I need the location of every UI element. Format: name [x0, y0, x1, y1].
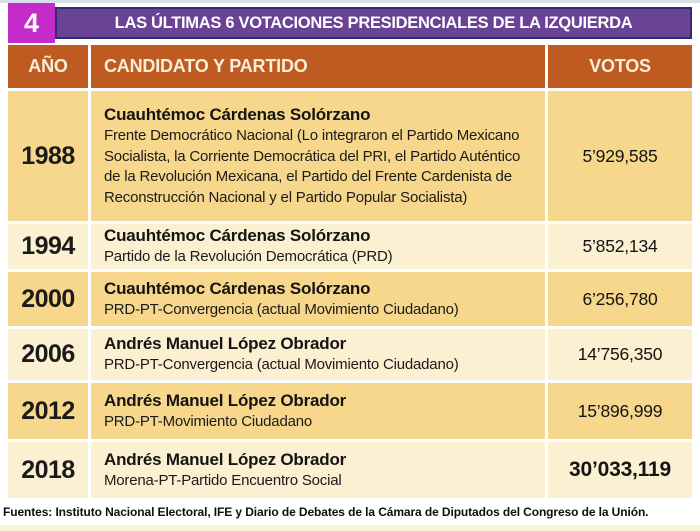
year-cell — [8, 91, 88, 221]
year-value: 1994 — [21, 232, 75, 260]
year-cell — [8, 329, 88, 380]
candidate-name: Andrés Manuel López Obrador — [104, 390, 347, 410]
candidate-cell — [91, 91, 545, 221]
candidate-name: Cuauhtémoc Cárdenas Solórzano — [104, 278, 371, 298]
year-cell — [8, 272, 88, 326]
table-row — [8, 91, 692, 221]
votes-value: 15’896,999 — [577, 400, 663, 421]
year-value: 2000 — [21, 284, 75, 313]
party-label: PRD-PT-Movimiento Ciudadano — [104, 412, 313, 430]
table-row — [8, 329, 692, 380]
votes-table — [8, 45, 692, 498]
party-label: Frente Democrático Nacional (Lo integraron el Partido Mexicano Socialista, la Corriente Democrática del PRI, el Partido Auténtico de la Revolución Mexicana, el Partido del Frente Cardenista de Reconstrucción Nacional y el Partido Popular Socialista) — [104, 126, 521, 206]
table-header-row — [8, 45, 692, 88]
column-header-votes: VOTOS — [548, 45, 692, 88]
column-header-candidate: CANDIDATO Y PARTIDO — [91, 45, 545, 88]
votes-value: 5’852,134 — [582, 236, 658, 256]
votes-value: 6’256,780 — [582, 288, 658, 309]
party-label: PRD-PT-Convergencia (actual Movimiento Ciudadano) — [104, 356, 459, 374]
year-value: 1988 — [21, 141, 75, 170]
year-value: 2012 — [21, 396, 75, 425]
slide-number-badge: 4 — [8, 3, 55, 43]
votes-value: 5’929,585 — [582, 145, 658, 166]
votes-cell — [548, 329, 692, 380]
votes-value: 14’756,350 — [577, 344, 663, 364]
votes-cell — [548, 383, 692, 439]
votes-cell — [548, 442, 692, 498]
year-value: 2018 — [21, 455, 75, 484]
candidate-cell — [91, 224, 545, 269]
year-cell — [8, 383, 88, 439]
candidate-name: Cuauhtémoc Cárdenas Solórzano — [104, 226, 371, 246]
candidate-cell — [91, 442, 545, 498]
column-header-year: AÑO — [8, 45, 88, 88]
party-label: Partido de la Revolución Democrática (PRD) — [104, 248, 393, 266]
title-bar — [8, 3, 692, 43]
page-title: LAS ÚLTIMAS 6 VOTACIONES PRESIDENCIALES DE LA IZQUIERDA — [114, 13, 633, 32]
party-label: PRD-PT-Convergencia (actual Movimiento Ciudadano) — [104, 300, 459, 318]
party-label: Morena-PT-Partido Encuentro Social — [104, 471, 342, 489]
year-value: 2006 — [21, 340, 75, 368]
table-row — [8, 442, 692, 498]
votes-value: 30’033,119 — [569, 458, 671, 481]
candidate-name: Andrés Manuel López Obrador — [104, 449, 347, 469]
year-cell — [8, 442, 88, 498]
candidate-name: Andrés Manuel López Obrador — [104, 334, 347, 354]
candidate-cell — [91, 383, 545, 439]
table-row — [8, 383, 692, 439]
candidate-cell — [91, 272, 545, 326]
votes-cell — [548, 272, 692, 326]
votes-cell — [548, 91, 692, 221]
table-row — [8, 272, 692, 326]
sources-note: Fuentes: Instituto Nacional Electoral, IFE y Diario de Debates de la Cámara de Diputados del Congreso de la Unión. — [3, 505, 649, 519]
bottom-edge-strip — [0, 525, 700, 531]
candidate-cell — [91, 329, 545, 380]
title-bar-rect — [55, 7, 692, 39]
table-row — [8, 224, 692, 269]
candidate-name: Cuauhtémoc Cárdenas Solórzano — [104, 104, 371, 124]
votes-cell — [548, 224, 692, 269]
year-cell — [8, 224, 88, 269]
